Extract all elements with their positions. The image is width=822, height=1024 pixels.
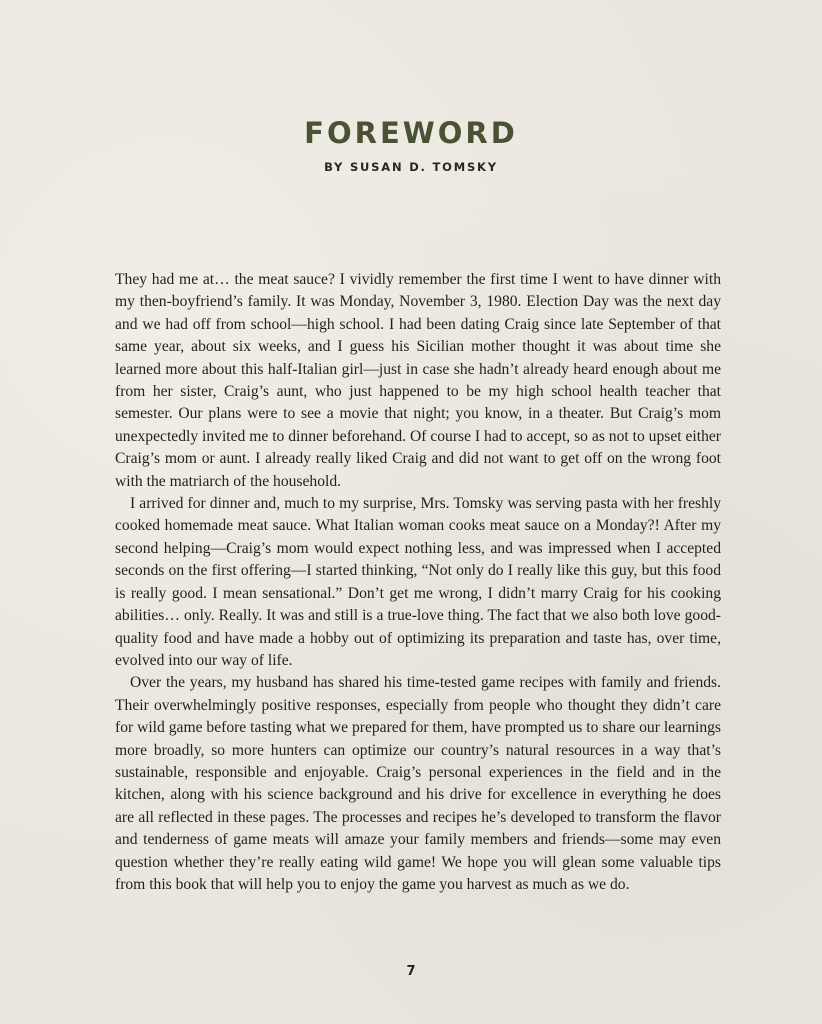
paragraph-2: I arrived for dinner and, much to my surprise, Mrs. Tomsky was serving pasta with her freshly cooked homemade meat sauce. What Italian woman cooks meat sauce on a Monday?! After my second helping—Craig’s mom would expect nothing less, and was impressed when I accepted seconds on the first offering—I started thinking, “Not only do I really like this guy, but this food is really good. I mean sensational.” Don’t get me wrong, I didn’t marry Craig for his cooking abilities… only. Really. It was and still is a true-love thing. The fact that we also both love good-quality food and have made a hobby out of optimizing its preparation and taste has, over time, evolved into our way of life.	[115, 495, 721, 669]
paragraph-1: They had me at… the meat sauce? I vividly remember the first time I went to have dinner with my then-boyfriend’s family. It was Monday, November 3, 1980. Election Day was the next day and we had off from school—high school. I had been dating Craig since late September of that same year, about six weeks, and I guess his Sicilian mother thought it was about time she learned more about this half-Italian girl—just in case she hadn’t already heard enough about me from her sister, Craig’s aunt, who just happened to be my high school health teacher that semester. Our plans were to see a movie that night; you know, in a theater. But Craig’s mom unexpectedly invited me to dinner beforehand. Of course I had to accept, so as not to upset either Craig’s mom or aunt. I already really liked Craig and did not want to get off on the wrong foot with the matriarch of the household.	[115, 271, 721, 490]
paragraph-3: Over the years, my husband has shared his time-tested game recipes with family and friends. Their overwhelmingly positive responses, especially from people who thought they didn’t care for wild game before tasting what we prepared for them, have prompted us to share our learnings more broadly, so more hunters can optimize our country’s natural resources in a way that’s sustainable, responsible and enjoyable. Craig’s personal experiences in the field and in the kitchen, along with his science background and his drive for excellence in everything he does are all reflected in these pages. The processes and recipes he’s developed to transform the flavor and tenderness of game meats will amaze your family members and friends—some may even question whether they’re really eating wild game! We hope you will glean some valuable tips from this book that will help you to enjoy the game you harvest as much as we do.	[115, 674, 721, 893]
chapter-title: FOREWORD	[304, 116, 518, 150]
foreword-body	[115, 269, 721, 896]
page-number: 7	[406, 964, 416, 979]
author-byline: BY SUSAN D. TOMSKY	[324, 160, 498, 174]
